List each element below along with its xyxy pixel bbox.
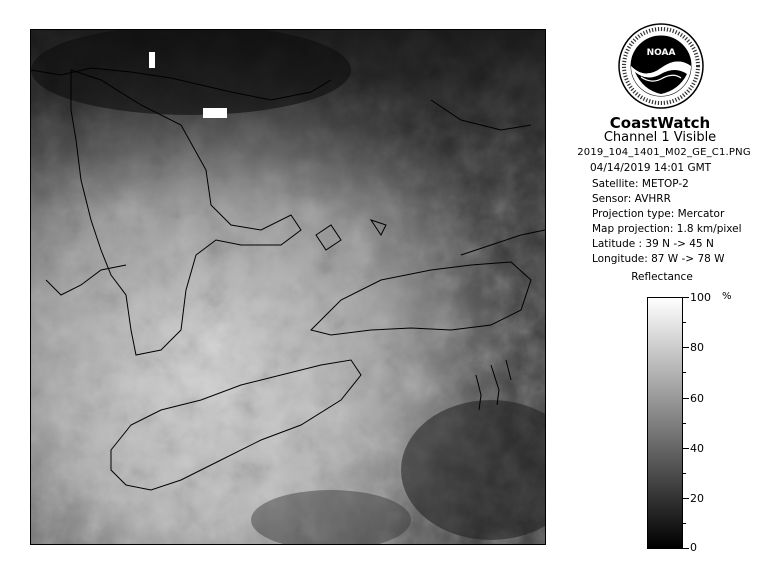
colorbar-tick: [682, 347, 689, 348]
colorbar-label-0: 0: [690, 541, 697, 554]
satellite-image: [31, 30, 545, 544]
noaa-logo: [617, 22, 705, 110]
sensor-label: Sensor: AVHRR: [592, 193, 671, 205]
legend-title: Reflectance: [631, 271, 693, 283]
noaa-emblem-icon: [617, 22, 705, 110]
latitude-label: Latitude : 39 N -> 45 N: [592, 238, 714, 250]
colorbar-tick: [682, 548, 689, 549]
date-time: 04/14/2019 14:01 GMT: [590, 162, 712, 174]
satellite-label: Satellite: METOP-2: [592, 178, 689, 190]
projection-type-label: Projection type: Mercator: [592, 208, 725, 220]
colorbar-minor-tick: [682, 423, 686, 424]
colorbar-minor-tick: [682, 372, 686, 373]
colorbar-tick: [682, 498, 689, 499]
colorbar-minor-tick: [682, 473, 686, 474]
ice-patch: [203, 108, 227, 118]
colorbar-label-60: 60: [690, 392, 704, 405]
ice-patch: [149, 52, 155, 68]
colorbar-tick: [682, 398, 689, 399]
channel-label: Channel 1 Visible: [603, 130, 717, 145]
legend-unit: %: [722, 291, 732, 302]
svg-text:NOAA: NOAA: [646, 48, 676, 58]
colorbar-label-80: 80: [690, 341, 704, 354]
colorbar-label-20: 20: [690, 492, 704, 505]
colorbar-tick: [682, 297, 689, 298]
colorbar-label-100: 100: [690, 291, 711, 304]
app-title: CoastWatch: [609, 114, 711, 132]
longitude-label: Longitude: 87 W -> 78 W: [592, 253, 725, 265]
colorbar-tick: [682, 448, 689, 449]
map-projection-label: Map projection: 1.8 km/pixel: [592, 223, 742, 235]
file-name: 2019_104_1401_M02_GE_C1.PNG: [577, 147, 751, 158]
reflectance-colorbar: [647, 297, 683, 549]
satellite-map[interactable]: [30, 29, 546, 545]
colorbar-minor-tick: [682, 523, 686, 524]
colorbar-label-40: 40: [690, 442, 704, 455]
colorbar-minor-tick: [682, 322, 686, 323]
